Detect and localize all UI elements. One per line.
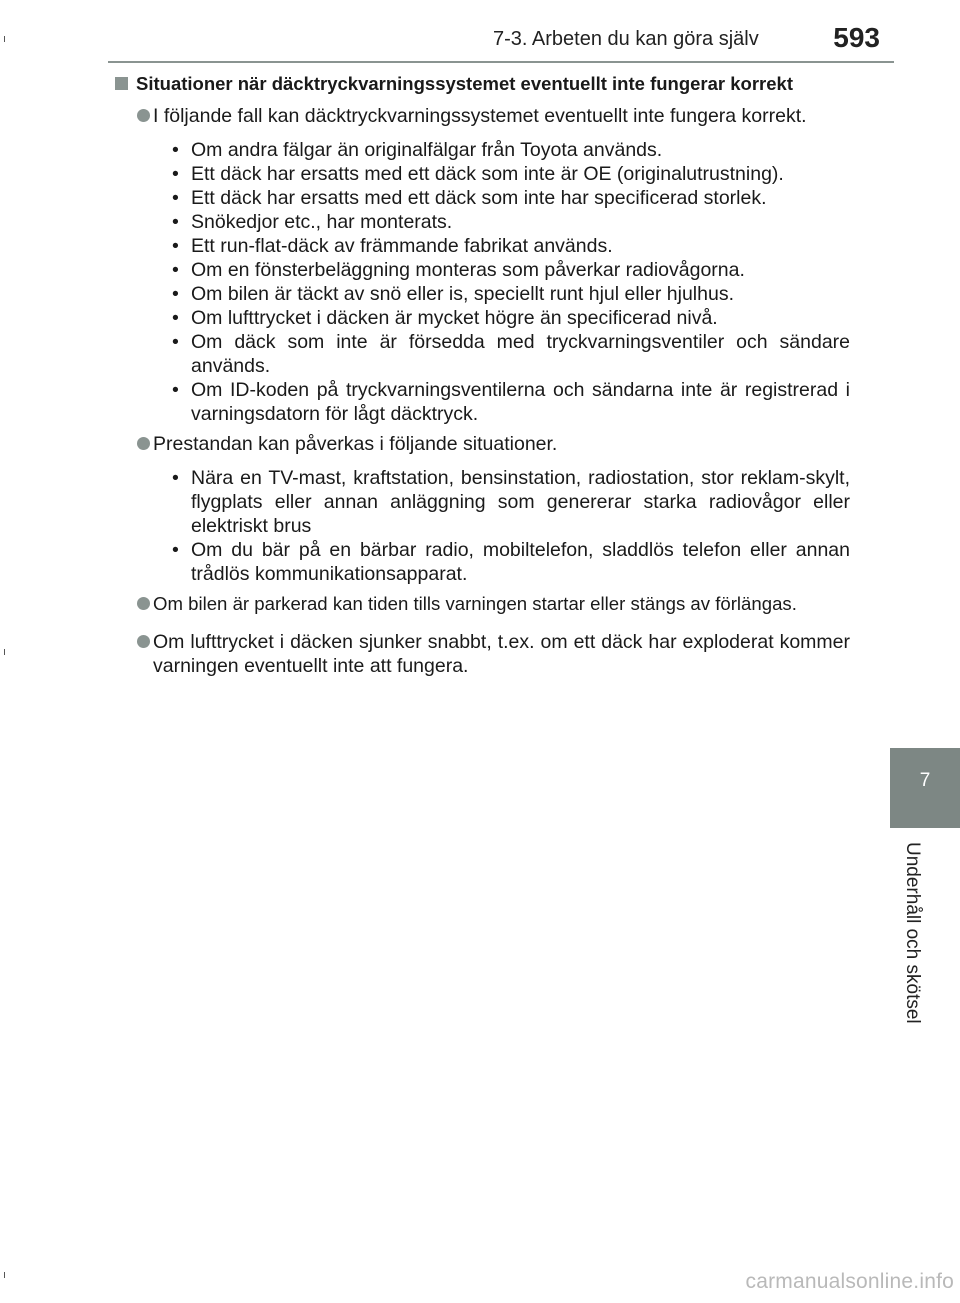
dot-bullet-icon: • (172, 331, 179, 353)
sub-list-item (172, 282, 850, 306)
crop-mark (4, 1272, 5, 1278)
chapter-title: 7-3. Arbeten du kan göra själv (493, 28, 759, 50)
crop-mark (4, 36, 5, 42)
sub-list-item-text: Om andra fälgar än originalfälgar från Toyota används. (191, 139, 663, 161)
chapter-tab (890, 748, 960, 828)
dot-bullet-icon: • (172, 283, 179, 305)
sub-list-item (172, 162, 850, 186)
sub-list-item-text: Om däck som inte är försedda med tryckvarningsventiler och sändare används. (191, 331, 850, 377)
list-item-text: Prestandan kan påverkas i följande situationer. (153, 433, 558, 455)
dot-bullet-icon: • (172, 235, 179, 257)
dot-bullet-icon: • (172, 307, 179, 329)
sub-list-item (172, 234, 850, 258)
sub-list-item (172, 306, 850, 330)
circle-bullet-icon (137, 109, 150, 122)
section-heading-text: Situationer när däcktryckvarningssystemet eventuellt inte fungerar korrekt (136, 73, 793, 94)
sub-list-item-text: Ett däck har ersatts med ett däck som inte är OE (originalutrustning). (191, 163, 784, 185)
sub-list-item (172, 138, 850, 162)
square-bullet-icon (115, 77, 128, 90)
crop-mark (4, 649, 5, 655)
chapter-tab-number: 7 (919, 770, 931, 791)
watermark-text: carmanualsonline.info (745, 1270, 954, 1293)
sub-list-item-text: Ett däck har ersatts med ett däck som inte har specificerad storlek. (191, 187, 767, 209)
sub-list-item (172, 538, 850, 586)
list-item (115, 104, 850, 128)
sub-list-item-text: Om ID-koden på tryckvarningsventilerna och sändarna inte är registrerad i varningsdatorn för lågt däcktryck. (191, 379, 850, 425)
sub-list-item (172, 258, 850, 282)
sub-list-item (172, 186, 850, 210)
page-header (108, 16, 894, 63)
dot-bullet-icon: • (172, 187, 179, 209)
dot-bullet-icon: • (172, 379, 179, 401)
sub-list-item-text: Om lufttrycket i däcken är mycket högre än specificerad nivå. (191, 307, 718, 329)
sub-list-item (172, 210, 850, 234)
sub-list-item-text: Nära en TV-mast, kraftstation, bensinstation, radiostation, stor reklam-skylt, flygplats eller annan anläggning som genererar starka radiovågor eller elektriskt brus (191, 467, 850, 537)
list-item-text: I följande fall kan däcktryckvarningssystemet eventuellt inte fungera korrekt. (153, 105, 807, 127)
sub-list (115, 466, 850, 586)
sub-list-item-text: Om bilen är täckt av snö eller is, speciellt runt hjul eller hjulhus. (191, 283, 734, 305)
dot-bullet-icon: • (172, 259, 179, 281)
list-item-text: Om lufttrycket i däcken sjunker snabbt, t.ex. om ett däck har exploderat kommer varningen eventuellt inte att fungera. (153, 631, 850, 677)
sub-list-item (172, 378, 850, 426)
sub-list-item (172, 466, 850, 538)
dot-bullet-icon: • (172, 539, 179, 561)
page-number: 593 (833, 22, 880, 53)
dot-bullet-icon: • (172, 163, 179, 185)
list-item (115, 592, 850, 616)
dot-bullet-icon: • (172, 139, 179, 161)
dot-bullet-icon: • (172, 211, 179, 233)
list-item (115, 432, 850, 456)
sub-list-item-text: Snökedjor etc., har monterats. (191, 211, 453, 233)
sub-list-item (172, 330, 850, 378)
list-item-text: Om bilen är parkerad kan tiden tills varningen startar eller stängs av förlängas. (153, 593, 797, 614)
circle-bullet-icon (137, 597, 150, 610)
list-item (115, 630, 850, 678)
sub-list-item-text: Om en fönsterbeläggning monteras som påverkar radiovågorna. (191, 259, 745, 281)
chapter-tab-label: Underhåll och skötsel (902, 842, 923, 1024)
section-heading (115, 72, 850, 96)
sub-list (115, 138, 850, 426)
main-content (115, 72, 850, 678)
circle-bullet-icon (137, 437, 150, 450)
sub-list-item-text: Om du bär på en bärbar radio, mobiltelefon, sladdlös telefon eller annan trådlös kommunikationsapparat. (191, 539, 850, 585)
circle-bullet-icon (137, 635, 150, 648)
dot-bullet-icon: • (172, 467, 179, 489)
sub-list-item-text: Ett run-flat-däck av främmande fabrikat används. (191, 235, 613, 257)
